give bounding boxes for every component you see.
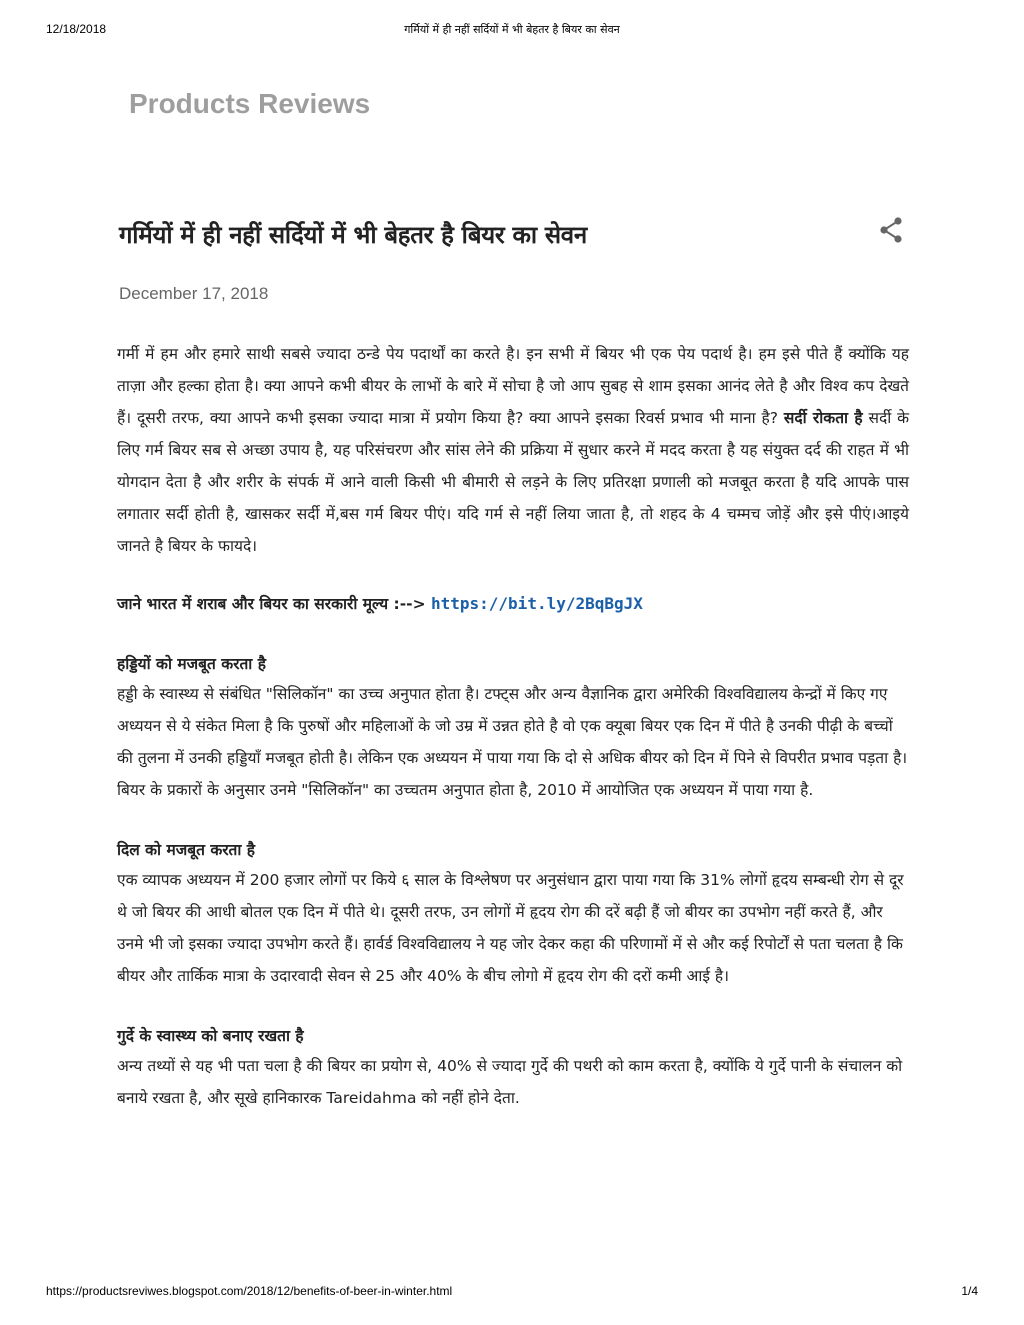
section-text-kidney: अन्य तथ्यों से यह भी पता चला है की बियर का प्रयोग से, 40% से ज्यादा गुर्दे की पथरी को काम करता है, क्योंकि ये गुर्दे पानी के संचालन को बनाये रखता है, और सूखे हानिकारक Tareidahma को नहीं होने देता. bbox=[117, 1057, 903, 1107]
print-date: 12/18/2018 bbox=[46, 22, 107, 36]
intro-text-after: सर्दी के लिए गर्म बियर सब से अच्छा उपाय है, यह परिसंचरण और सांस लेने की प्रक्रिया में सुधार करने में मदद करता है यह संयुक्त दर्द की राहत में भी योगदान देता है और शरीर के संपर्क में आने वाली किसी भी बीमारी से लड़ने के लिए प्रतिरक्षा प्रणाली को मजबूत करता है यदि आपके पास लगातार सर्दी होती है, खासकर सर्दी में,बस गर्म बियर पीएं। यदि गर्म से नहीं लिया जाता है, तो शहद के 4 चम्मच जोड़ें और इसे पीएं।आइये जानते है बियर के फायदे। bbox=[117, 409, 910, 555]
intro-paragraph bbox=[117, 338, 909, 562]
print-page-number: 1/4 bbox=[961, 1284, 978, 1298]
print-header bbox=[0, 22, 1024, 42]
print-footer bbox=[0, 1284, 1024, 1304]
intro-strong-text: सर्दी रोकता है bbox=[783, 409, 863, 427]
post-body bbox=[117, 338, 909, 1114]
section-heading-kidney: गुर्दे के स्वास्थ्य को बनाए रखता है bbox=[117, 1027, 304, 1045]
blog-title-link[interactable]: Products Reviews bbox=[129, 88, 371, 119]
post-date: December 17, 2018 bbox=[119, 284, 269, 303]
share-icon[interactable] bbox=[878, 216, 904, 244]
section-text-heart: एक व्यापक अध्ययन में 200 हजार लोगों पर किये ६ साल के विश्लेषण पर अनुसंधान द्वारा पाया गया कि 31% लोगों हृदय सम्बन्धी रोग से दूर थे जो बियर की आधी बोतल एक दिन में पीते थे। दूसरी तरफ, उन लोगों में हृदय रोग की दरें बढ़ी हैं जो बीयर का उपभोग नहीं करते हैं, और उनमे भी जो इसका ज्यादा उपभोग करते हैं। हार्वर्ड विश्वविद्यालय ने यह जोर देकर कहा की परिणामों में से और कई रिपोर्टों से पता चलता है कि बीयर और तार्किक मात्रा के उदारवादी सेवन से 25 और 40% के बीच लोगो में हृदय रोग की दरों कमी आई है। bbox=[117, 871, 904, 985]
section-heading-bones: हड्डियों को मजबूत करता है bbox=[117, 655, 266, 673]
section-heading-heart: दिल को मजबूत करता है bbox=[117, 841, 256, 859]
post-title: गर्मियों में ही नहीं सर्दियों में भी बेहतर है बियर का सेवन bbox=[119, 221, 587, 249]
print-url: https://productsreviwes.blogspot.com/2018/12/benefits-of-beer-in-winter.html bbox=[46, 1284, 453, 1298]
intro-text-before: गर्मी में हम और हमारे साथी सबसे ज्यादा ठन्डे पेय पदार्थों का करते है। इन सभी में बियर भी एक पेय पदार्थ है। हम इसे पीते हैं क्योंकि यह ताज़ा और हल्का होता है। क्या आपने कभी बीयर के लाभों के बारे में सोचा है जो आप सुबह से शाम इसका आनंद लेते है और विश्व कप देखते हैं। दूसरी तरफ, क्या आपने कभी इसका ज्यादा मात्रा में प्रयोग किया है? क्या आपने इसका रिवर्स प्रभाव भी माना है? bbox=[117, 345, 909, 427]
print-page-title: गर्मियों में ही नहीं सर्दियों में भी बेहतर है बियर का सेवन bbox=[404, 23, 620, 36]
price-link[interactable]: https://bit.ly/2BqBgJX bbox=[430, 594, 643, 613]
section-text-bones: हड्डी के स्वास्थ्य से संबंधित "सिलिकॉन" का उच्च अनुपात होता है। टफ्ट्स और अन्य वैज्ञानिक द्वारा अमेरिकी विश्वविद्यालय केन्द्रों में किए गए अध्ययन से ये संकेत मिला है कि पुरुषों और महिलाओं के जो उम्र में उन्नत होते है वो एक क्यूबा बियर एक दिन में पीते है उनकी पीढ़ी के बच्चों की तुलना में उनकी हड्डियाँ मजबूत होती है। लेकिन एक अध्ययन में पाया गया कि दो से अधिक बीयर को दिन में पिने से विपरीत प्रभाव पड़ता है। बियर के प्रकारों के अनुसार उनमे "सिलिकॉन" का उच्चतम अनुपात होता है, 2010 में आयोजित एक अध्ययन में पाया गया है. bbox=[117, 685, 908, 799]
price-link-line bbox=[117, 588, 909, 620]
price-link-label: जाने भारत में शराब और बियर का सरकारी मूल्य :--> bbox=[117, 595, 431, 613]
